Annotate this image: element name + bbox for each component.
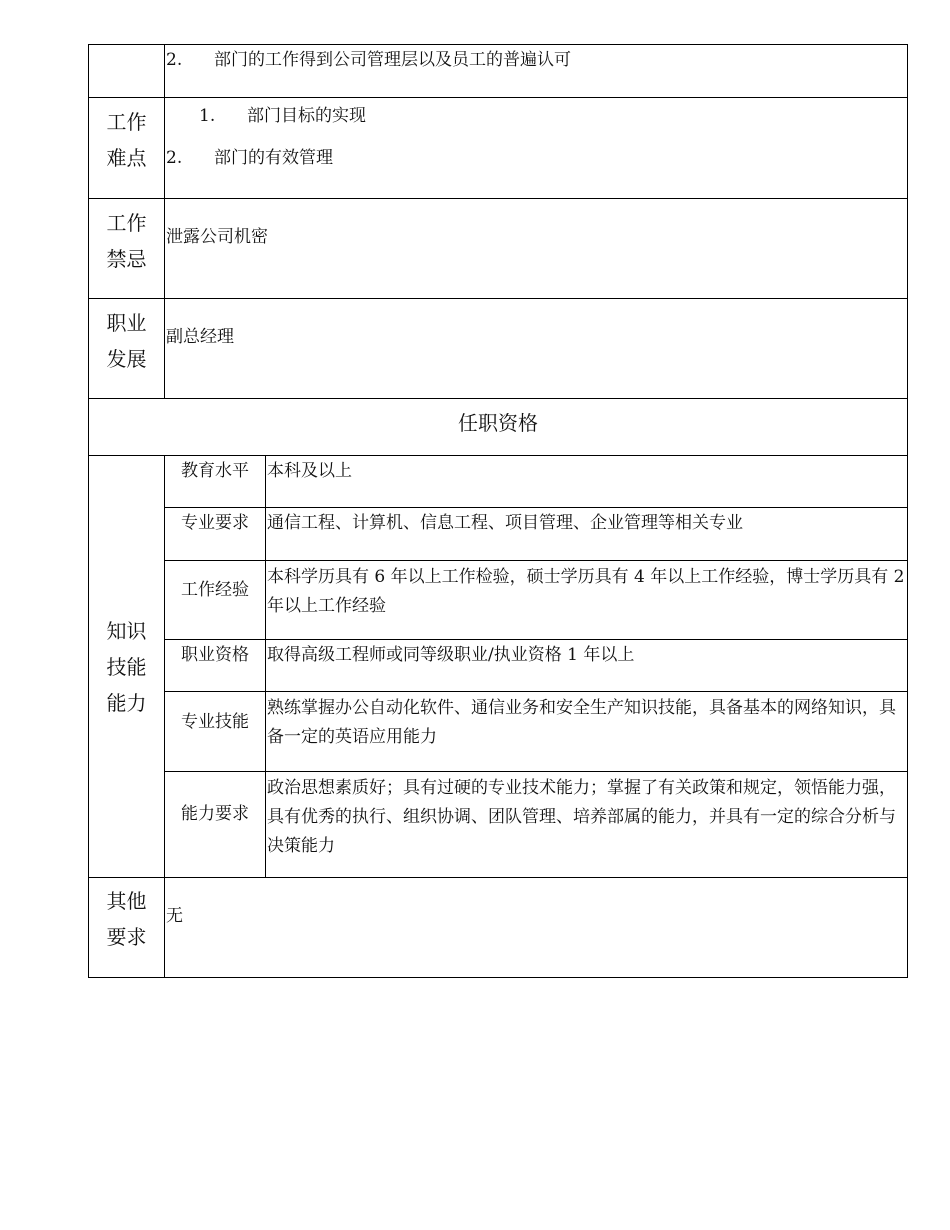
knowledge-row-name: [165, 561, 266, 640]
knowledge-row: [89, 772, 908, 878]
knowledge-row-value: 通信工程、计算机、信息工程、项目管理、企业管理等相关专业: [266, 508, 908, 561]
section-title-text: 任职资格: [458, 411, 538, 435]
knowledge-row-value: 熟练掌握办公自动化软件、通信业务和安全生产知识技能，具备基本的网络知识，具备一定的英语应用能力: [266, 692, 908, 772]
list-item: [166, 132, 907, 174]
taboo-content: [165, 199, 908, 299]
other-text: 无: [166, 906, 183, 926]
continuation-label-cell: [89, 45, 165, 98]
taboo-row: [89, 199, 908, 299]
knowledge-row-name-text: 专业技能: [181, 711, 249, 732]
knowledge-row-name: [165, 692, 266, 772]
other-row: [89, 878, 908, 978]
list-text: 部门的有效管理: [214, 148, 333, 168]
career-label-text: 职业发展: [106, 311, 147, 371]
knowledge-row-value: 取得高级工程师或同等级职业/执业资格 1 年以上: [266, 640, 908, 692]
job-description-document: [88, 44, 907, 978]
knowledge-row-name-text: 能力要求: [181, 803, 249, 824]
continuation-content: [165, 45, 908, 98]
list-number: 2.: [166, 50, 183, 70]
career-text: 副总经理: [166, 327, 234, 347]
job-description-table: [88, 44, 908, 978]
list-number: 2.: [166, 148, 183, 168]
other-content: [165, 878, 908, 978]
section-title: [89, 399, 908, 456]
taboo-text: 泄露公司机密: [166, 227, 268, 247]
knowledge-row: [89, 561, 908, 640]
difficulty-label: [89, 98, 165, 199]
list-text: 部门目标的实现: [247, 106, 366, 126]
knowledge-row: [89, 508, 908, 561]
career-row: [89, 299, 908, 399]
knowledge-row-name-text: 工作经验: [181, 580, 249, 600]
knowledge-row-value: 本科学历具有 6 年以上工作检验，硕士学历具有 4 年以上工作经验，博士学历具有 2 年以上工作经验: [266, 561, 908, 640]
continuation-row: [89, 45, 908, 98]
knowledge-row: [89, 456, 908, 508]
list-item: [166, 98, 907, 132]
list-number: 1.: [199, 106, 216, 126]
difficulty-content: [165, 98, 908, 199]
knowledge-row-name: 教育水平: [165, 456, 266, 508]
knowledge-row-value: 政治思想素质好；具有过硬的专业技术能力；掌握了有关政策和规定，领悟能力强，具有优秀的执行、组织协调、团队管理、培养部属的能力，并具有一定的综合分析与决策能力: [266, 772, 908, 878]
career-content: [165, 299, 908, 399]
knowledge-row-value: 本科及以上: [266, 456, 908, 508]
difficulty-label-text: 工作难点: [106, 110, 147, 170]
difficulty-row: [89, 98, 908, 199]
list-text: 部门的工作得到公司管理层以及员工的普遍认可: [214, 50, 571, 70]
section-title-row: [89, 399, 908, 456]
other-label-text: 其他要求: [106, 889, 147, 949]
knowledge-row-name: 职业资格: [165, 640, 266, 692]
knowledge-label-text: 知识技能能力: [106, 618, 147, 715]
knowledge-row: [89, 692, 908, 772]
knowledge-label: [89, 456, 165, 878]
knowledge-row-name: 专业要求: [165, 508, 266, 561]
taboo-label-text: 工作禁忌: [106, 211, 147, 271]
knowledge-row: [89, 640, 908, 692]
taboo-label: [89, 199, 165, 299]
other-label: [89, 878, 165, 978]
career-label: [89, 299, 165, 399]
knowledge-row-name: [165, 772, 266, 878]
